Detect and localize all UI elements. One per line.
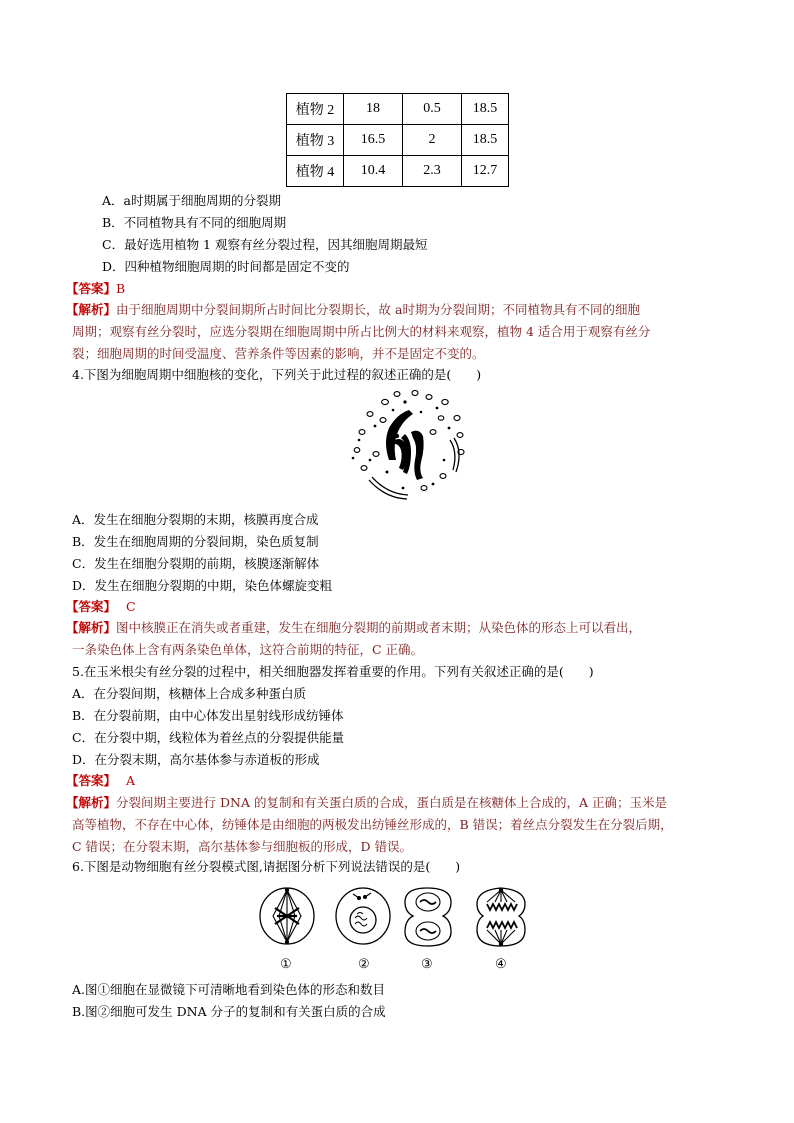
q6-option-b: B.图②细胞可发生 DNA 分子的复制和有关蛋白质的合成: [72, 1004, 386, 1019]
answer-value: C: [126, 599, 136, 614]
table-cell: 2: [403, 125, 462, 156]
analysis-tag: 【解析】: [66, 302, 117, 317]
q3-option-d: D．四种植物细胞周期的时间都是固定不变的: [102, 259, 350, 274]
q3-option-c: C．最好选用植物 1 观察有丝分裂过程，因其细胞周期最短: [102, 237, 428, 252]
q5-stem: 5.在玉米根尖有丝分裂的过程中，相关细胞器发挥着重要的作用。下列有关叙述正确的是( ): [72, 664, 594, 679]
table-cell: 2.3: [403, 156, 462, 187]
table-cell: 植物 2: [287, 94, 344, 125]
q3-answer: [66, 281, 125, 297]
figure-label-1: ①: [280, 957, 292, 972]
q5-option-a: A．在分裂间期，核糖体上合成多种蛋白质: [72, 686, 307, 701]
cell-interphase: [336, 888, 390, 944]
analysis-text: 由于细胞周期中分裂间期所占时间比分裂期长，故 a时期为分裂间期；不同植物具有不同的细胞: [116, 302, 640, 317]
answer-tag: 【答案】: [66, 599, 117, 614]
answer-tag: 【答案】: [66, 281, 117, 296]
q3-analysis-line-2: 周期；观察有丝分裂时，应选分裂期在细胞周期中所占比例大的材料来观察，植物 4 适合用于观察有丝分: [72, 324, 651, 339]
table-cell: 18.5: [462, 94, 509, 125]
q3-analysis-line-1: [66, 302, 640, 318]
table-cell: 18.5: [462, 125, 509, 156]
answer-value: B: [116, 281, 126, 296]
table-cell: 16.5: [344, 125, 403, 156]
table-row: [287, 94, 509, 125]
q4-option-b: B．发生在细胞周期的分裂间期，染色质复制: [72, 534, 319, 549]
figure-label-2: ②: [358, 957, 370, 972]
q5-analysis-line-2: 高等植物，不存在中心体，纺锤体是由细胞的两极发出纺锤丝形成的，B 错误；着丝点分裂发生在分裂后期，: [72, 817, 673, 832]
table-row: [287, 125, 509, 156]
table-cell: 18: [344, 94, 403, 125]
q5-analysis-line-3: C 错误；在分裂末期，高尔基体参与细胞板的形成，D 错误。: [72, 839, 413, 854]
cell-metaphase: [260, 888, 314, 944]
q5-answer: [66, 773, 135, 789]
table-cell: 10.4: [344, 156, 403, 187]
q3-analysis-line-3: 裂；细胞周期的时间受温度、营养条件等因素的影响，并不是固定不变的。: [72, 346, 485, 361]
q4-answer: [66, 599, 136, 615]
table-cell: 植物 4: [287, 156, 344, 187]
q3-option-a: A．a时期属于细胞周期的分裂期: [102, 193, 281, 208]
q4-analysis-line-2: 一条染色体上含有两条染色单体，这符合前期的特征，C 正确。: [72, 642, 424, 657]
figure-label-4: ④: [495, 957, 507, 972]
q6-option-a: A.图①细胞在显微镜下可清晰地看到染色体的形态和数目: [72, 982, 386, 997]
q5-option-b: B．在分裂前期，由中心体发出星射线形成纺锤体: [72, 708, 344, 723]
q4-option-d: D．发生在细胞分裂期的中期，染色体螺旋变粗: [72, 578, 333, 593]
q5-option-d: D．在分裂末期，高尔基体参与赤道板的形成: [72, 752, 320, 767]
cell-telophase: [405, 888, 451, 946]
q4-option-a: A．发生在细胞分裂期的末期，核膜再度合成: [72, 512, 319, 527]
answer-tag: 【答案】: [66, 773, 117, 788]
q4-stem: 4.下图为细胞周期中细胞核的变化，下列关于此过程的叙述正确的是( ): [72, 367, 482, 382]
table-cell: 12.7: [462, 156, 509, 187]
analysis-text: 图中核膜正在消失或者重建，发生在细胞分裂期的前期或者末期；从染色体的形态上可以看出，: [116, 620, 642, 635]
table-cell: 植物 3: [287, 125, 344, 156]
q5-option-c: C．在分裂中期，线粒体为着丝点的分裂提供能量: [72, 730, 345, 745]
figure-label-3: ③: [421, 957, 433, 972]
nucleus-prophase-figure: [345, 388, 470, 503]
table-cell: 0.5: [403, 94, 462, 125]
q5-analysis-line-1: [66, 795, 667, 811]
q4-analysis-line-1: [66, 620, 641, 636]
mitosis-stages-figure: [255, 884, 530, 952]
cell-cycle-table: [286, 93, 509, 187]
q6-stem: 6.下图是动物细胞有丝分裂模式图,请据图分析下列说法错误的是( ): [72, 859, 461, 874]
table-row: [287, 156, 509, 187]
cell-anaphase: [477, 888, 525, 946]
analysis-tag: 【解析】: [66, 620, 117, 635]
q4-option-c: C．发生在细胞分裂期的前期，核膜逐渐解体: [72, 556, 320, 571]
analysis-text: 分裂间期主要进行 DNA 的复制和有关蛋白质的合成，蛋白质是在核糖体上合成的，A 正确；玉米是: [116, 795, 667, 810]
q3-option-b: B．不同植物具有不同的细胞周期: [102, 215, 287, 230]
answer-value: A: [126, 773, 136, 788]
analysis-tag: 【解析】: [66, 795, 117, 810]
